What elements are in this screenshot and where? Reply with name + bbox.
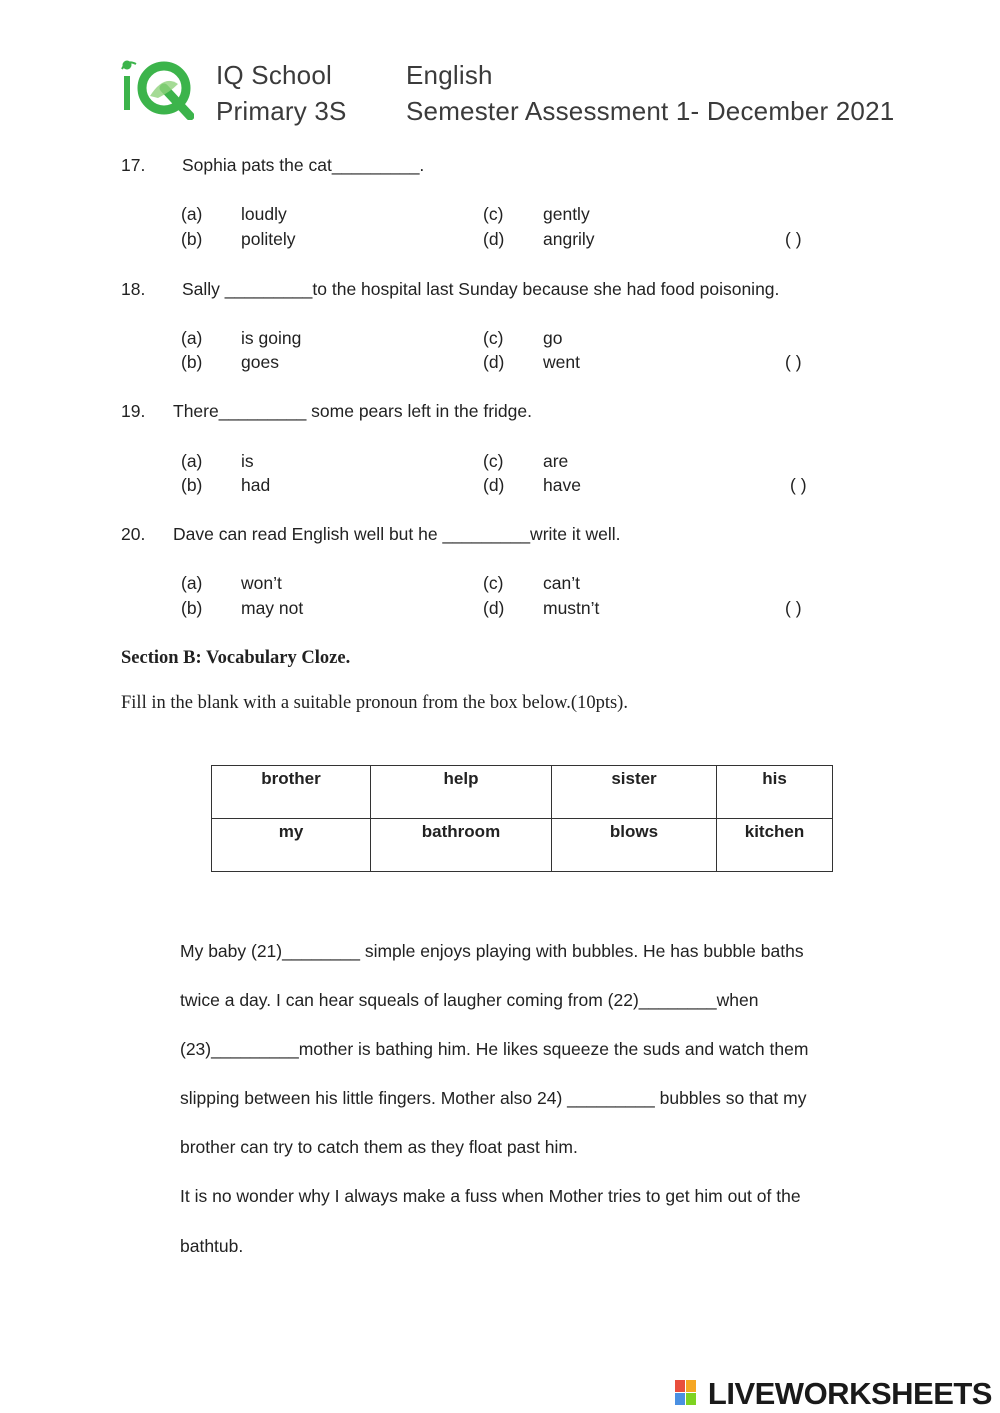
option-text[interactable]: mustn’t	[543, 598, 600, 618]
iq-logo-icon	[120, 56, 194, 120]
option-text[interactable]: is going	[241, 328, 302, 348]
question-number: 17.	[121, 155, 146, 175]
option-label: (b)	[181, 475, 203, 495]
liveworksheets-text: LIVEWORKSHEETS	[707, 1376, 992, 1411]
word-box-cell: sister	[552, 766, 717, 819]
option-label: (d)	[483, 352, 505, 372]
question-text: Sophia pats the cat_________.	[182, 155, 425, 175]
word-box-cell: my	[212, 819, 371, 872]
subject-title: English	[406, 60, 493, 90]
word-box-row	[212, 766, 833, 819]
school-logo	[120, 56, 194, 120]
word-box-cell: brother	[212, 766, 371, 819]
option-label: (b)	[181, 352, 203, 372]
question-text: Dave can read English well but he _________write it well.	[173, 524, 621, 544]
option-label: (a)	[181, 573, 203, 593]
liveworksheets-brand[interactable]	[675, 1376, 992, 1412]
option-text[interactable]: angrily	[543, 229, 595, 249]
option-text[interactable]: politely	[241, 229, 296, 249]
word-box-row	[212, 819, 833, 872]
answer-field[interactable]: ( )	[785, 598, 802, 618]
liveworksheets-badge-icon	[675, 1380, 697, 1406]
option-text[interactable]: go	[543, 328, 563, 348]
word-box-cell: blows	[552, 819, 717, 872]
passage-line: brother can try to catch them as they float past him.	[180, 1137, 578, 1157]
question-number: 18.	[121, 279, 146, 299]
answer-field[interactable]: ( )	[790, 475, 807, 495]
passage-line: (23)_________mother is bathing him. He likes squeeze the suds and watch them	[180, 1039, 809, 1059]
question-text: There_________ some pears left in the fridge.	[173, 401, 532, 421]
school-name: IQ School	[216, 60, 332, 90]
passage-line: slipping between his little fingers. Mother also 24) _________ bubbles so that my	[180, 1088, 807, 1108]
passage-line: It is no wonder why I always make a fuss when Mother tries to get him out of the	[180, 1186, 801, 1206]
option-text[interactable]: are	[543, 451, 569, 471]
question-number: 20.	[121, 524, 146, 544]
word-box-cell: bathroom	[371, 819, 552, 872]
option-label: (a)	[181, 204, 203, 224]
option-label: (a)	[181, 451, 203, 471]
option-label: (c)	[483, 451, 504, 471]
option-label: (c)	[483, 328, 504, 348]
option-text[interactable]: is	[241, 451, 254, 471]
option-text[interactable]: loudly	[241, 204, 287, 224]
passage-line: bathtub.	[180, 1236, 244, 1256]
option-text[interactable]: won’t	[241, 573, 282, 593]
option-label: (b)	[181, 229, 203, 249]
option-text[interactable]: went	[543, 352, 580, 372]
word-box-table	[211, 765, 833, 872]
option-text[interactable]: may not	[241, 598, 304, 618]
question-number: 19.	[121, 401, 146, 421]
option-label: (c)	[483, 204, 504, 224]
answer-field[interactable]: ( )	[785, 229, 802, 249]
option-text[interactable]: goes	[241, 352, 279, 372]
passage-line: twice a day. I can hear squeals of laugher coming from (22)________when	[180, 990, 759, 1010]
section-b-title: Section B: Vocabulary Cloze.	[121, 648, 351, 668]
option-label: (c)	[483, 573, 504, 593]
option-label: (d)	[483, 229, 505, 249]
answer-field[interactable]: ( )	[785, 352, 802, 372]
section-b-instruction: Fill in the blank with a suitable pronoun from the box below.(10pts).	[121, 693, 628, 713]
grade-level: Primary 3S	[216, 96, 347, 126]
option-label: (b)	[181, 598, 203, 618]
option-text[interactable]: gently	[543, 204, 590, 224]
option-label: (d)	[483, 598, 505, 618]
option-text[interactable]: have	[543, 475, 581, 495]
option-label: (d)	[483, 475, 505, 495]
question-text: Sally _________to the hospital last Sunday because she had food poisoning.	[182, 279, 780, 299]
word-box-cell: help	[371, 766, 552, 819]
option-text[interactable]: can’t	[543, 573, 580, 593]
option-text[interactable]: had	[241, 475, 271, 495]
passage-line: My baby (21)________ simple enjoys playing with bubbles. He has bubble baths	[180, 941, 804, 961]
assessment-title: Semester Assessment 1- December 2021	[406, 96, 895, 126]
option-label: (a)	[181, 328, 203, 348]
word-box-cell: his	[717, 766, 833, 819]
word-box-cell: kitchen	[717, 819, 833, 872]
